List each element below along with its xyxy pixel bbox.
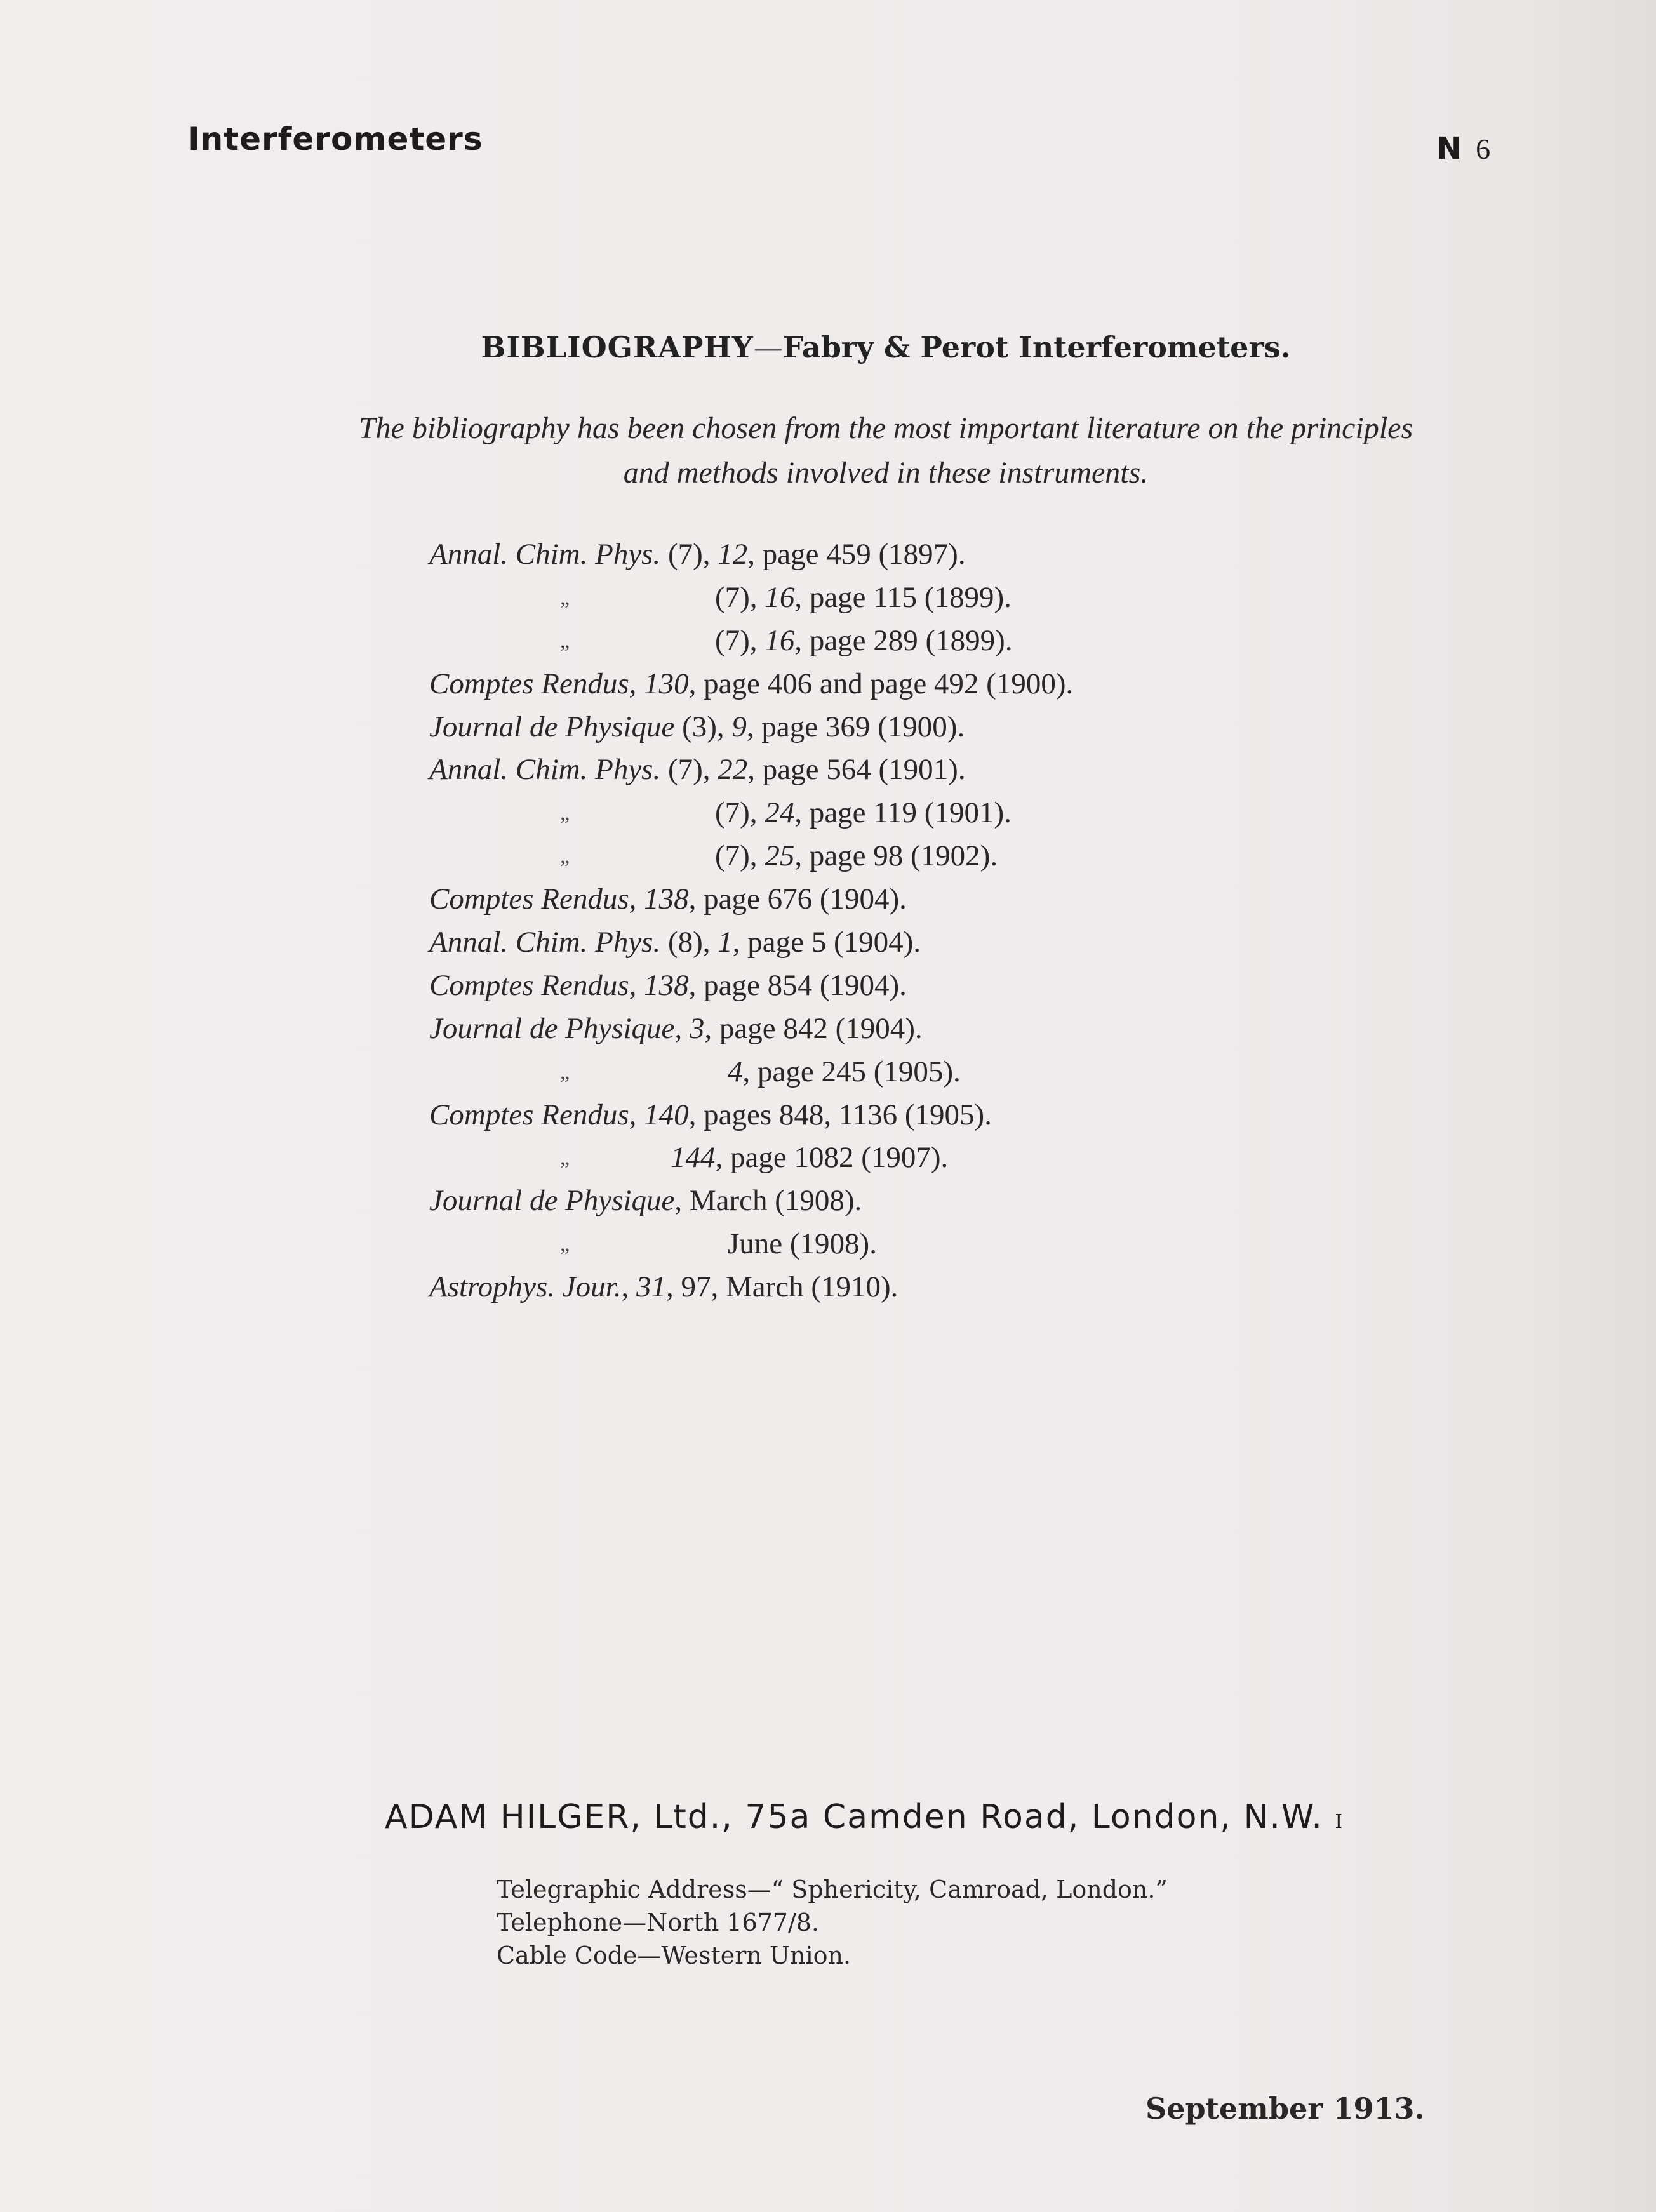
reference-series: , March (1908). xyxy=(674,1184,862,1218)
reference-page-year: , page 854 (1904). xyxy=(688,968,907,1002)
bibliography-heading-sub: Fabry & Perot Interferometers. xyxy=(782,330,1291,364)
reference-list xyxy=(429,533,1073,1309)
reference-entry xyxy=(429,749,1073,792)
reference-entry xyxy=(429,1180,1073,1223)
reference-page-year: , pages 848, 1136 (1905). xyxy=(688,1098,992,1131)
reference-continuation xyxy=(728,1223,877,1266)
reference-page-year: , page 459 (1897). xyxy=(747,538,966,571)
cable-code: Cable Code—Western Union. xyxy=(497,1942,851,1969)
ditto-mark: „ xyxy=(560,1060,570,1084)
section-title: Interferometers xyxy=(188,121,483,157)
reference-continuation xyxy=(715,835,998,878)
reference-page-year: , page 115 (1899). xyxy=(794,580,1012,614)
reference-volume: 12 xyxy=(718,538,748,571)
reference-series: (7), xyxy=(715,623,765,657)
reference-entry xyxy=(429,576,1073,620)
intro-line-1: The bibliography has been chosen from the most important literature on the principles xyxy=(358,411,1413,445)
reference-volume: 25 xyxy=(765,839,795,873)
reference-page-year: , page 5 (1904). xyxy=(732,926,921,959)
reference-volume: 138 xyxy=(644,968,689,1002)
reference-series: (7), xyxy=(715,839,765,873)
journal-name: Annal. Chim. Phys. xyxy=(429,926,661,959)
reference-entry xyxy=(429,835,1073,878)
ditto-mark: „ xyxy=(560,1146,570,1170)
reference-page-year: , page 406 and page 492 (1900). xyxy=(688,667,1074,700)
heading-dash: — xyxy=(753,330,783,364)
reference-entry xyxy=(429,620,1073,663)
reference-series: (8), xyxy=(660,926,718,959)
journal-name: Annal. Chim. Phys. xyxy=(429,538,661,571)
reference-entry xyxy=(429,1008,1073,1051)
journal-name: Journal de Physique, xyxy=(429,1011,690,1045)
journal-name: Comptes Rendus, xyxy=(429,968,644,1002)
journal-name: Journal de Physique xyxy=(429,710,675,743)
reference-page-year: , page 676 (1904). xyxy=(688,883,907,916)
reference-series: (7), xyxy=(715,796,765,830)
reference-entry xyxy=(429,533,1073,576)
page-letter: N xyxy=(1436,131,1462,166)
reference-volume: 130 xyxy=(644,667,689,700)
reference-entry xyxy=(429,663,1073,706)
ditto-mark: „ xyxy=(560,585,570,610)
reference-entry xyxy=(429,1051,1073,1094)
bibliography-heading xyxy=(0,330,1656,364)
reference-entry xyxy=(429,1136,1073,1180)
telegraphic-address: Telegraphic Address—“ Sphericity, Camroad, London.” xyxy=(497,1876,1168,1903)
reference-page-year: , page 369 (1900). xyxy=(746,710,965,743)
reference-series: (7), xyxy=(715,580,765,614)
journal-name: Annal. Chim. Phys. xyxy=(429,753,661,787)
reference-volume: 31 xyxy=(636,1270,666,1304)
page-indicator xyxy=(1436,131,1490,166)
reference-entry xyxy=(429,964,1073,1008)
ditto-mark: „ xyxy=(560,801,570,825)
reference-volume: 16 xyxy=(765,580,795,614)
reference-series: (7), xyxy=(660,538,718,571)
reference-series: , xyxy=(621,1270,636,1304)
company-address xyxy=(385,1798,1344,1836)
reference-page-year: , page 119 (1901). xyxy=(794,796,1012,830)
reference-entry xyxy=(429,1223,1073,1266)
reference-entry xyxy=(429,1094,1073,1137)
reference-volume: 16 xyxy=(765,623,795,657)
intro-line-2: and methods involved in these instruments. xyxy=(623,456,1149,490)
reference-entry xyxy=(429,878,1073,921)
reference-page-year: , 97, March (1910). xyxy=(665,1270,898,1304)
company-name-address: ADAM HILGER, Ltd., 75a Camden Road, London, N.W. xyxy=(385,1798,1335,1836)
reference-series: (3), xyxy=(674,710,732,743)
journal-name: Comptes Rendus, xyxy=(429,1098,644,1131)
page-number: 6 xyxy=(1476,133,1491,165)
reference-entry xyxy=(429,706,1073,749)
reference-series: (7), xyxy=(660,753,718,787)
reference-page-year: , page 842 (1904). xyxy=(704,1011,923,1045)
reference-page-year: , page 1082 (1907). xyxy=(715,1141,949,1175)
reference-series: June (1908). xyxy=(728,1227,877,1261)
reference-continuation xyxy=(715,792,1012,835)
publication-date: September 1913. xyxy=(1145,2091,1425,2126)
reference-continuation xyxy=(715,620,1013,663)
reference-entry xyxy=(429,921,1073,964)
reference-volume: 22 xyxy=(718,753,748,787)
reference-volume: 3 xyxy=(689,1011,705,1045)
journal-name: Astrophys. Jour. xyxy=(429,1270,622,1304)
reference-volume: 24 xyxy=(765,796,795,830)
journal-name: Comptes Rendus, xyxy=(429,667,644,700)
reference-volume: 140 xyxy=(644,1098,689,1131)
reference-entry xyxy=(429,1266,1073,1309)
reference-page-year: , page 98 (1902). xyxy=(794,839,998,873)
bibliography-heading-main: BIBLIOGRAPHY xyxy=(481,330,754,364)
reference-page-year: , page 245 (1905). xyxy=(742,1055,961,1088)
contact-details xyxy=(497,1873,1168,1972)
reference-continuation xyxy=(728,1051,961,1094)
reference-page-year: , page 564 (1901). xyxy=(747,753,966,787)
ditto-mark: „ xyxy=(560,629,570,653)
journal-name: Journal de Physique xyxy=(429,1184,675,1218)
reference-volume: 144 xyxy=(671,1141,716,1175)
reference-volume: 1 xyxy=(718,926,733,959)
ditto-mark: „ xyxy=(560,1232,570,1256)
telephone: Telephone—North 1677/8. xyxy=(497,1909,820,1936)
journal-name: Comptes Rendus, xyxy=(429,883,644,916)
reference-continuation xyxy=(715,576,1012,620)
reference-volume: 4 xyxy=(728,1055,743,1088)
bibliography-intro xyxy=(254,406,1518,495)
reference-volume: 138 xyxy=(644,883,689,916)
reference-page-year: , page 289 (1899). xyxy=(794,623,1013,657)
ditto-mark: „ xyxy=(560,844,570,869)
reference-entry xyxy=(429,792,1073,835)
reference-volume: 9 xyxy=(731,710,747,743)
postal-district-number: I xyxy=(1335,1811,1344,1833)
reference-continuation xyxy=(671,1136,948,1180)
